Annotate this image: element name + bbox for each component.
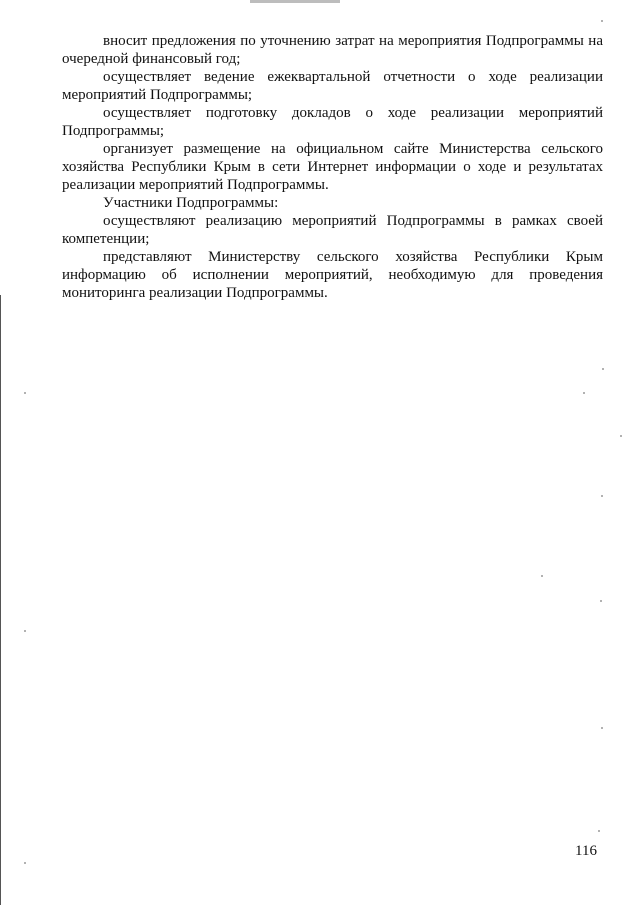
scan-speck xyxy=(601,495,603,497)
paragraph: представляют Министерству сельского хозяйства Республики Крым информацию об исполнении мероприятий, необходимую для проведения мониторинга реализации Подпрограммы. xyxy=(62,249,603,301)
scan-speck xyxy=(620,435,622,437)
scan-speck xyxy=(602,368,604,370)
body-text xyxy=(62,32,603,302)
scan-speck xyxy=(24,630,26,632)
scan-speck xyxy=(601,20,603,22)
scan-speck xyxy=(601,727,603,729)
paragraph: осуществляют реализацию мероприятий Подпрограммы в рамках своей компетенции; xyxy=(62,213,603,247)
scan-speck xyxy=(600,600,602,602)
scan-speck xyxy=(541,575,543,577)
paragraph: организует размещение на официальном сайте Министерства сельского хозяйства Республики Крым в сети Интернет информации о ходе и результатах реализации мероприятий Подпрограммы. xyxy=(62,141,603,193)
scan-speck xyxy=(583,392,585,394)
paragraph: осуществляет подготовку докладов о ходе реализации мероприятий Подпрограммы; xyxy=(62,105,603,139)
scan-speck xyxy=(24,862,26,864)
scan-edge-line xyxy=(0,295,1,905)
paragraph: Участники Подпрограммы: xyxy=(103,195,279,211)
scan-artifact xyxy=(250,0,340,3)
paragraph: вносит предложения по уточнению затрат на мероприятия Подпрограммы на очередной финансовый год; xyxy=(62,33,603,67)
scan-speck xyxy=(598,830,600,832)
paragraph: осуществляет ведение ежеквартальной отчетности о ходе реализации мероприятий Подпрограммы; xyxy=(62,69,603,103)
page-number: 116 xyxy=(575,843,597,859)
scan-speck xyxy=(24,392,26,394)
